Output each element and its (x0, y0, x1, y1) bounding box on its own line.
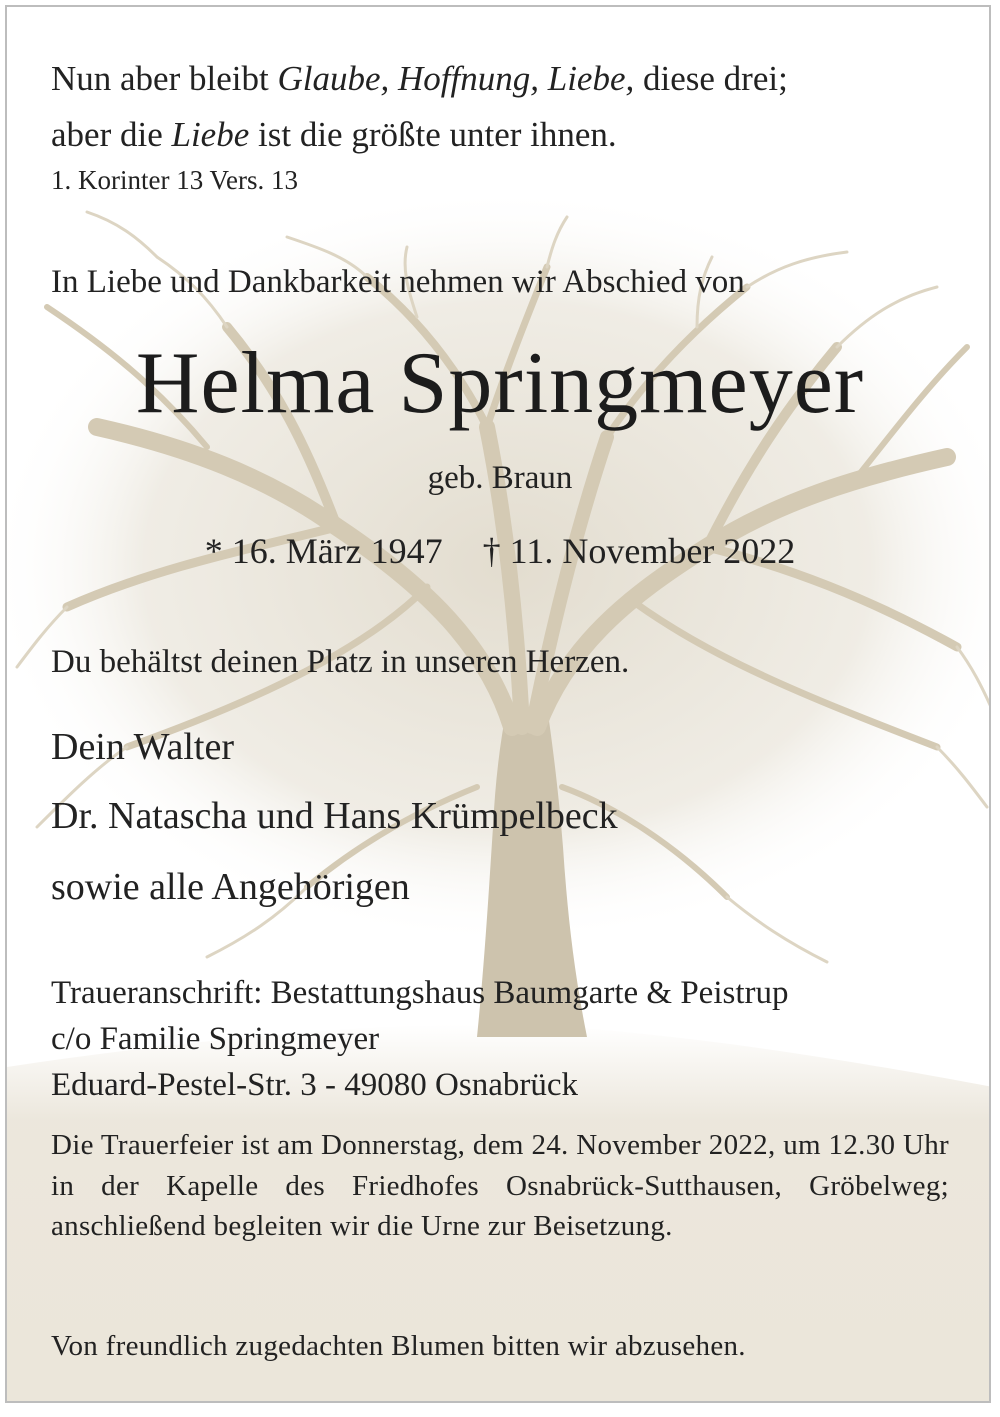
obituary-notice (5, 5, 991, 1403)
mourning-address-line: c/o Familie Springmeyer (51, 1021, 380, 1057)
verse-text: aber die (51, 115, 172, 154)
remembrance-line: Du behältst deinen Platz in unseren Herzen. (51, 644, 630, 680)
farewell-intro: In Liebe und Dankbarkeit nehmen wir Abschied von (51, 264, 745, 300)
bible-verse-line-2 (51, 117, 617, 152)
notice-content (7, 7, 991, 1403)
verse-text: Nun aber bleibt (51, 59, 278, 98)
mourner-line: sowie alle Angehörigen (51, 866, 410, 908)
life-dates (7, 530, 991, 572)
bible-verse-line-1 (51, 61, 788, 96)
maiden-name: geb. Braun (427, 460, 573, 496)
birth-date: * 16. März 1947 (204, 531, 443, 571)
mourner-line: Dr. Natascha und Hans Krümpelbeck (51, 795, 618, 837)
verse-reference: 1. Korinter 13 Vers. 13 (51, 165, 298, 195)
verse-emphasis: Liebe (171, 115, 250, 154)
mourning-address-line: Traueranschrift: Bestattungshaus Baumgarte & Peistrup (51, 975, 789, 1011)
funeral-ceremony-info: Die Trauerfeier ist am Donnerstag, dem 24. November 2022, um 12.30 Uhr in der Kapelle des Friedhofes Osnabrück-Sutthausen, Gröbelweg; anschließend begleiten wir die Urne zur Beisetzung. (51, 1129, 949, 1242)
flowers-request: Von freundlich zugedachten Blumen bitten wir abzusehen. (51, 1330, 746, 1362)
mourning-address-line: Eduard-Pestel-Str. 3 - 49080 Osnabrück (51, 1067, 578, 1103)
verse-text: diese drei; (634, 59, 788, 98)
deceased-name: Helma Springmeyer (135, 335, 865, 432)
mourner-line: Dein Walter (51, 726, 235, 768)
verse-emphasis: Glaube, Hoffnung, Liebe, (277, 59, 635, 98)
verse-text: ist die größte unter ihnen. (249, 115, 617, 154)
death-date: † 11. November 2022 (482, 531, 796, 571)
